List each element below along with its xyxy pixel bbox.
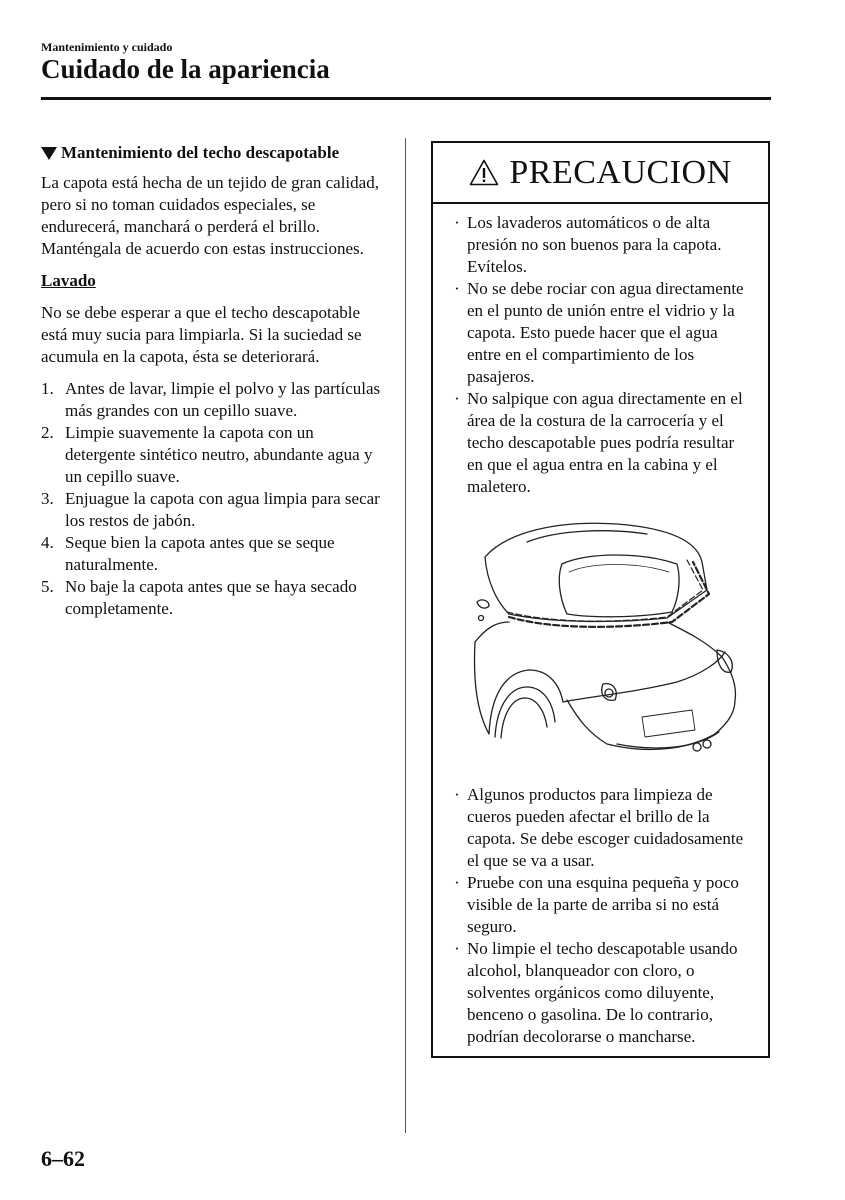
wash-steps-list	[41, 378, 386, 620]
step-text: Seque bien la capota antes que se seque naturalmente.	[65, 533, 335, 574]
caution-body	[433, 204, 768, 1048]
caution-title: PRECAUCION	[509, 153, 732, 191]
caution-header	[433, 143, 768, 204]
list-item	[447, 784, 754, 872]
triangle-bullet-icon	[41, 147, 57, 160]
subheading	[41, 142, 386, 164]
left-column	[41, 142, 386, 620]
list-item	[447, 388, 754, 498]
bullet-icon: ·	[454, 873, 460, 892]
list-item	[447, 278, 754, 388]
subheading-text: Mantenimiento del techo descapotable	[61, 143, 340, 162]
bullet-text: Los lavaderos automáticos o de alta presión no son buenos para la capota. Evítelos.	[467, 213, 722, 276]
bullet-text: No limpie el techo descapotable usando alcohol, blanqueador con cloro, o solventes orgánicos como diluyente, benceno o gasolina. De lo contrario, podrían decolorarse o mancharse.	[467, 939, 738, 1046]
list-item	[41, 576, 386, 620]
bullet-text: No se debe rociar con agua directamente en el punto de unión entre el vidrio y la capota. Esto puede hacer que el agua entre en el compartimiento de los pasajeros.	[467, 279, 744, 386]
list-item	[447, 872, 754, 938]
step-number: 1.	[41, 379, 54, 398]
bullet-icon: ·	[454, 939, 460, 958]
title-rule	[41, 97, 771, 100]
list-item	[447, 212, 754, 278]
caution-list-top	[447, 212, 754, 498]
bullet-icon: ·	[454, 785, 460, 804]
list-item	[41, 532, 386, 576]
step-text: Antes de lavar, limpie el polvo y las partículas más grandes con un cepillo suave.	[65, 379, 381, 420]
step-number: 5.	[41, 577, 54, 596]
wash-heading: Lavado	[41, 271, 96, 290]
page-number: 6–62	[41, 1146, 85, 1171]
list-item	[41, 378, 386, 422]
bullet-icon: ·	[454, 389, 460, 408]
step-text: Limpie suavemente la capota con un detergente sintético neutro, abundante agua y un cepillo suave.	[65, 423, 373, 486]
page-title: Cuidado de la apariencia	[41, 54, 330, 84]
list-item	[41, 422, 386, 488]
list-item	[41, 488, 386, 532]
warning-triangle-icon	[469, 159, 499, 186]
section-kicker: Mantenimiento y cuidado	[41, 40, 173, 54]
caution-list-bottom	[447, 784, 754, 1048]
step-number: 4.	[41, 533, 54, 552]
column-divider	[405, 138, 406, 1133]
intro-paragraph: La capota está hecha de un tejido de gran calidad, pero si no toman cuidados especiales, se endurecerá, manchará o perderá el brillo. Manténgala de acuerdo con estas instrucciones.	[41, 173, 379, 258]
bullet-text: No salpique con agua directamente en el área de la costura de la carrocería y el techo descapotable pues podría resultar en que el agua entra en la cabina y el maletero.	[467, 389, 743, 496]
bullet-text: Algunos productos para limpieza de cueros pueden afectar el brillo de la capota. Se debe escoger cuidadosamente el que se va a usar.	[467, 785, 744, 870]
bullet-icon: ·	[454, 279, 460, 298]
bullet-text: Pruebe con una esquina pequeña y poco visible de la parte de arriba si no está seguro.	[467, 873, 739, 936]
step-text: Enjuague la capota con agua limpia para secar los restos de jabón.	[65, 489, 380, 530]
step-number: 3.	[41, 489, 54, 508]
bullet-icon: ·	[454, 213, 460, 232]
wash-intro-paragraph: No se debe esperar a que el techo descapotable está muy sucia para limpiarla. Si la suciedad se acumula en la capota, ésta se deteriorará.	[41, 303, 362, 366]
list-item	[447, 938, 754, 1048]
convertible-car-illustration	[467, 522, 757, 760]
caution-box	[431, 141, 770, 1058]
step-number: 2.	[41, 423, 54, 442]
step-text: No baje la capota antes que se haya secado completamente.	[65, 577, 357, 618]
